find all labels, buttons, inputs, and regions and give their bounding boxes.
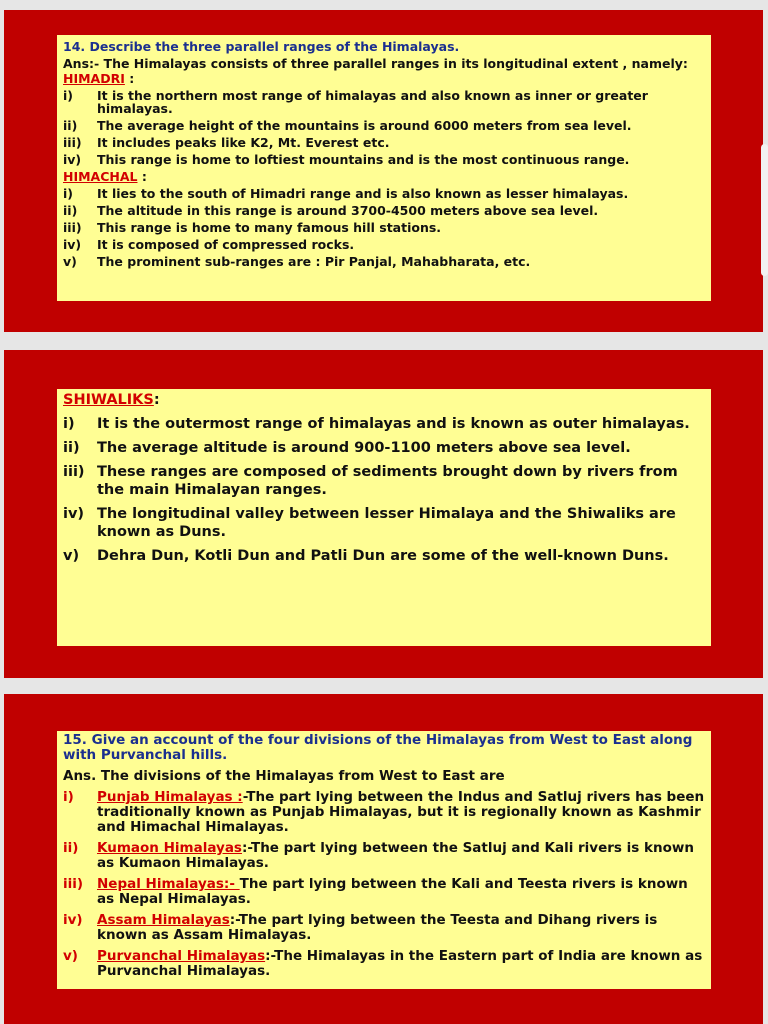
division-item-4-text: :-The part lying between the Teesta and Dihang rivers is known as Assam Himalayas.	[97, 912, 658, 943]
division-item-3-num: iii)	[63, 876, 84, 892]
himachal-item-1-text: It lies to the south of Himadri range and is also known as lesser himalayas.	[97, 186, 629, 201]
himadri-heading	[63, 72, 705, 85]
slide-1	[4, 10, 763, 332]
shiwaliks-heading-label: SHIWALIKS	[63, 392, 154, 408]
question-14: 14. Describe the three parallel ranges of the Himalayas.	[63, 39, 460, 54]
himachal-item-5-text: The prominent sub-ranges are : Pir Panjal, Mahabharata, etc.	[97, 254, 531, 269]
himadri-item-4	[63, 153, 705, 166]
question-15: 15. Give an account of the four divisions of the Himalayas from West to East along with Purvanchal hills.	[63, 732, 693, 763]
division-item-5	[63, 949, 705, 979]
division-item-3-term: Nepal Himalayas:-	[97, 876, 240, 892]
himachal-item-3-text: This range is home to many famous hill stations.	[97, 220, 442, 235]
shiwaliks-item-4	[63, 505, 705, 541]
division-item-4-content	[97, 913, 705, 943]
division-item-2	[63, 841, 705, 871]
shiwaliks-item-3	[63, 463, 705, 499]
division-item-2-text: :-The part lying between the Satluj and Kali rivers is known as Kumaon Himalayas.	[97, 840, 694, 871]
himachal-item-1	[63, 187, 705, 200]
answer-text-3	[63, 731, 705, 979]
division-item-2-term: Kumaon Himalayas	[97, 840, 242, 856]
shiwaliks-item-4-num: iv)	[63, 506, 85, 522]
himadri-item-2	[63, 119, 705, 132]
himachal-heading	[63, 170, 705, 183]
himachal-item-2-num: ii)	[63, 203, 78, 218]
himadri-item-3-num: iii)	[63, 135, 82, 150]
shiwaliks-item-5	[63, 547, 705, 565]
division-item-2-content	[97, 841, 705, 871]
shiwaliks-item-5-num: v)	[63, 548, 80, 564]
division-item-5-term: Purvanchal Himalayas	[97, 948, 266, 964]
division-item-5-content	[97, 949, 705, 979]
shiwaliks-item-1	[63, 415, 705, 433]
himadri-item-2-num: ii)	[63, 118, 78, 133]
shiwaliks-heading	[63, 391, 705, 409]
himachal-item-4-text: It is composed of compressed rocks.	[97, 237, 355, 252]
himachal-item-3-num: iii)	[63, 220, 82, 235]
himachal-heading-label: HIMACHAL	[63, 169, 138, 184]
himachal-heading-suffix: :	[137, 169, 147, 184]
answer-card-1	[57, 35, 711, 301]
himadri-item-4-num: iv)	[63, 152, 82, 167]
shiwaliks-item-5-text: Dehra Dun, Kotli Dun and Patli Dun are some of the well-known Duns.	[97, 548, 669, 564]
division-item-1-content	[97, 790, 705, 835]
himadri-item-1-num: i)	[63, 88, 73, 103]
scrollbar[interactable]	[761, 144, 768, 276]
himadri-item-3	[63, 136, 705, 149]
division-item-4	[63, 913, 705, 943]
shiwaliks-item-1-text: It is the outermost range of himalayas and is known as outer himalayas.	[97, 416, 690, 432]
shiwaliks-item-2	[63, 439, 705, 457]
himadri-item-1	[63, 89, 705, 115]
himachal-item-2-text: The altitude in this range is around 3700-4500 meters above sea level.	[97, 203, 599, 218]
division-item-4-num: iv)	[63, 912, 83, 928]
shiwaliks-item-1-num: i)	[63, 416, 75, 432]
himachal-item-5-num: v)	[63, 254, 77, 269]
division-item-5-num: v)	[63, 948, 78, 964]
himadri-heading-label: HIMADRI	[63, 71, 125, 86]
shiwaliks-item-4-text: The longitudinal valley between lesser Himalaya and the Shiwaliks are known as Duns.	[97, 506, 676, 540]
division-item-1-term: Punjab Himalayas :	[97, 789, 243, 805]
answer-text-1	[63, 35, 705, 268]
slide-3	[4, 694, 763, 1024]
answer-intro-15: Ans. The divisions of the Himalayas from West to East are	[63, 768, 505, 784]
himachal-item-4-num: iv)	[63, 237, 82, 252]
division-item-3	[63, 877, 705, 907]
answer-text-2	[63, 389, 705, 565]
shiwaliks-item-2-text: The average altitude is around 900-1100 meters above sea level.	[97, 440, 631, 456]
himachal-item-5	[63, 255, 705, 268]
himachal-item-3	[63, 221, 705, 234]
answer-card-3	[57, 731, 711, 989]
division-item-1-text: -The part lying between the Indus and Satluj rivers has been traditionally known as Punjab Himalayas, but it is regionally known as Kashmir and Himachal Himalayas.	[97, 789, 705, 835]
himadri-item-3-text: It includes peaks like K2, Mt. Everest etc.	[97, 135, 390, 150]
division-item-1	[63, 790, 705, 835]
slide-2	[4, 350, 763, 678]
shiwaliks-item-3-text: These ranges are composed of sediments brought down by rivers from the main Himalayan ranges.	[97, 464, 678, 498]
himadri-item-4-text: This range is home to loftiest mountains and is the most continuous range.	[97, 152, 630, 167]
shiwaliks-item-2-num: ii)	[63, 440, 80, 456]
shiwaliks-heading-suffix: :	[153, 392, 160, 408]
shiwaliks-item-3-num: iii)	[63, 464, 85, 480]
division-item-3-content	[97, 877, 705, 907]
division-item-2-num: ii)	[63, 840, 79, 856]
answer-card-2	[57, 389, 711, 646]
himachal-item-1-num: i)	[63, 186, 73, 201]
division-item-5-text: :-The Himalayas in the Eastern part of India are known as Purvanchal Himalayas.	[97, 948, 703, 979]
himachal-item-4	[63, 238, 705, 251]
division-item-3-text: The part lying between the Kali and Teesta rivers is known as Nepal Himalayas.	[97, 876, 688, 907]
answer-intro-14: Ans:- The Himalayas consists of three parallel ranges in its longitudinal extent , namely:	[63, 56, 688, 71]
himadri-heading-suffix: :	[124, 71, 135, 86]
himachal-item-2	[63, 204, 705, 217]
division-item-1-num: i)	[63, 789, 74, 805]
division-item-4-term: Assam Himalayas	[97, 912, 230, 928]
himadri-item-2-text: The average height of the mountains is around 6000 meters from sea level.	[97, 118, 632, 133]
himadri-item-1-text: It is the northern most range of himalayas and also known as inner or greater himalayas.	[97, 88, 648, 116]
